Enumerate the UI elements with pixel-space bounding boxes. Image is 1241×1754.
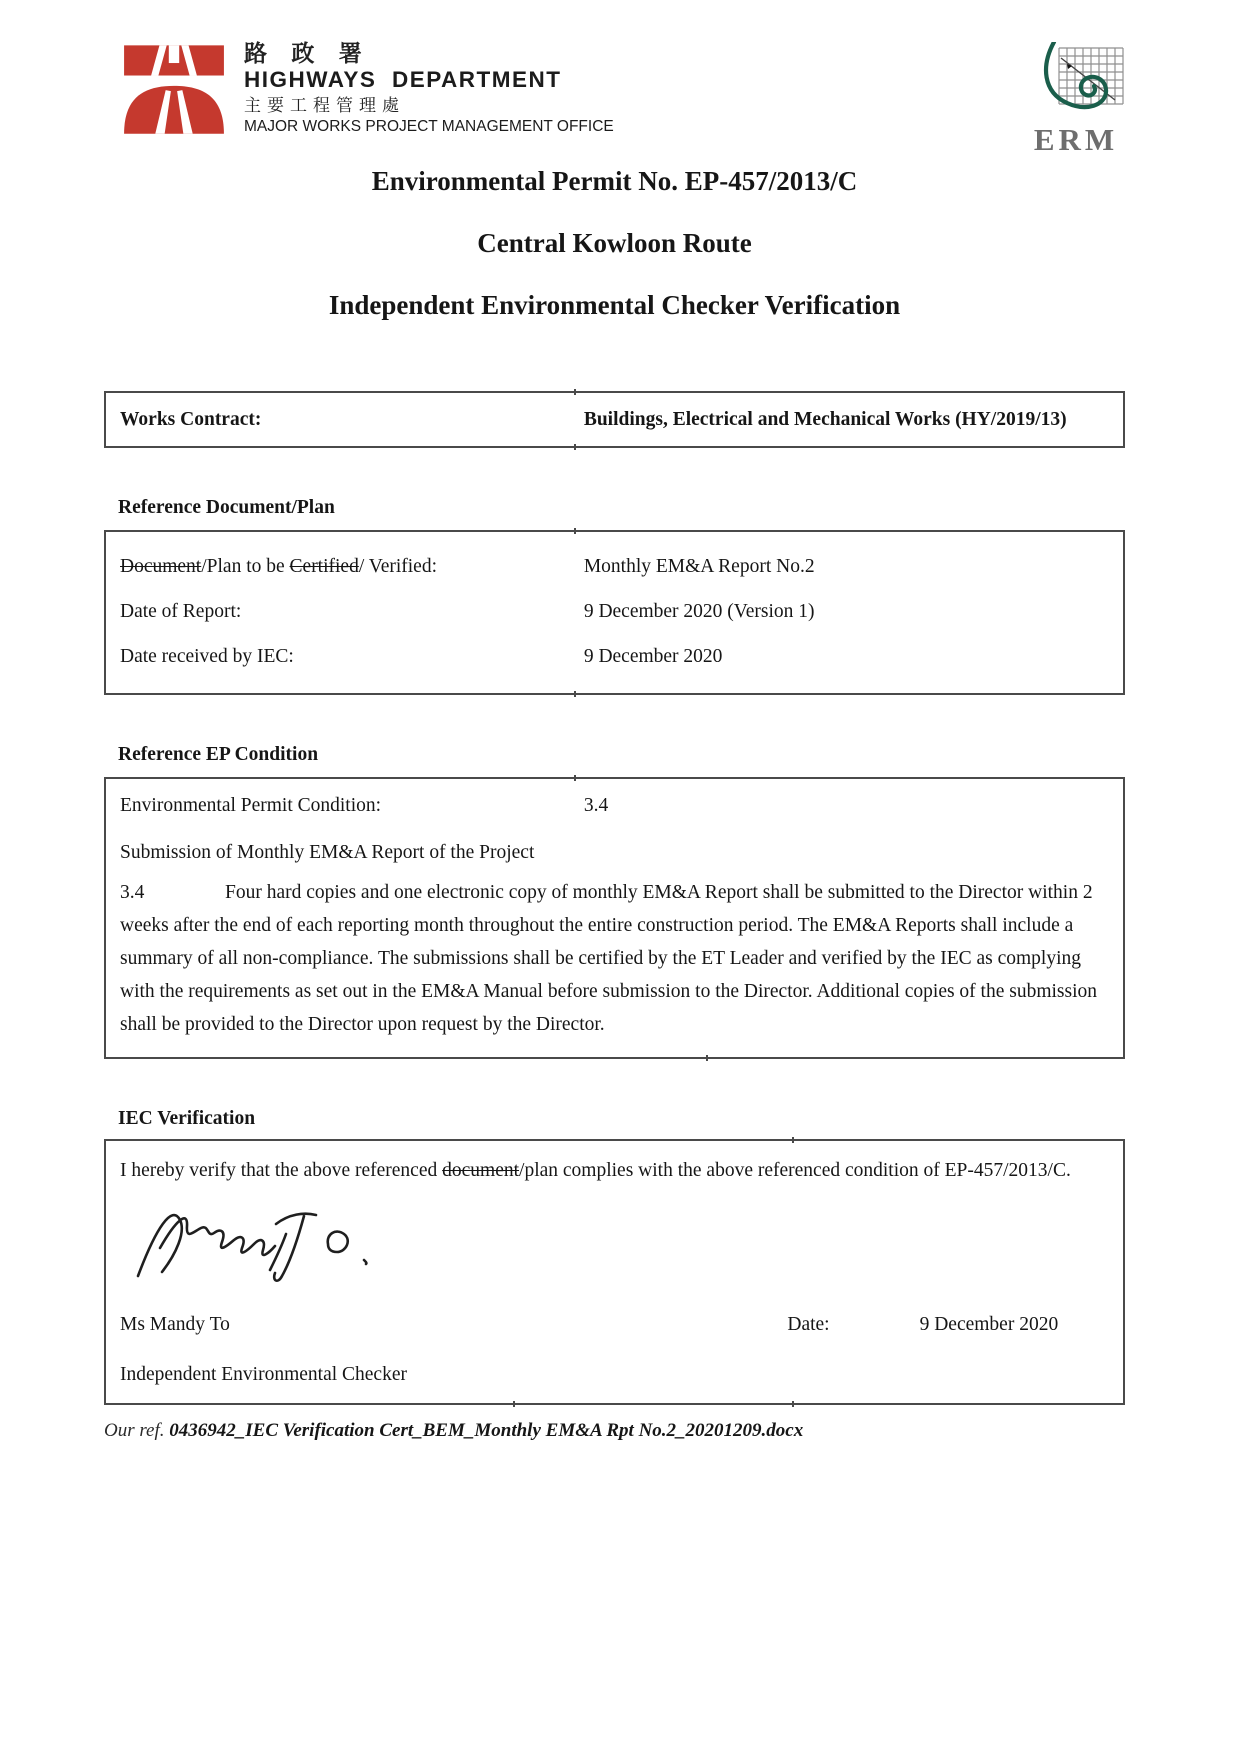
signatory-name: Ms Mandy To xyxy=(120,1314,230,1335)
column-divider-tick xyxy=(574,691,576,697)
document-titles xyxy=(104,0,1125,321)
ep-condition-label: Environmental Permit Condition: xyxy=(120,795,382,816)
signature-image xyxy=(128,1194,1123,1303)
column-divider-tick xyxy=(574,528,576,534)
date-received-row xyxy=(106,635,1123,680)
ep-condition-subject: Submission of Monthly EM&A Report of the Project xyxy=(120,842,535,863)
clause-number: 3.4 xyxy=(120,882,145,903)
hyd-chinese-office: 主要工程管理處 xyxy=(244,95,405,115)
iec-verification-box xyxy=(104,1139,1125,1405)
date-received-label: Date received by IEC: xyxy=(120,646,294,667)
ep-condition-value: 3.4 xyxy=(583,795,609,816)
column-divider-tick xyxy=(792,1137,794,1143)
date-of-report-label: Date of Report: xyxy=(120,601,242,622)
hyd-english-office: MAJOR WORKS PROJECT MANAGEMENT OFFICE xyxy=(244,117,614,135)
column-divider-tick xyxy=(574,775,576,781)
column-divider-tick xyxy=(513,1401,515,1407)
date-label: Date: xyxy=(787,1314,830,1335)
document-plan-row xyxy=(106,545,1123,590)
ep-condition-box xyxy=(104,777,1125,1059)
works-contract-box xyxy=(104,391,1125,448)
ep-condition-clause xyxy=(106,876,1123,1041)
reference-ep-condition-heading: Reference EP Condition xyxy=(118,744,319,765)
reference-document-box xyxy=(104,530,1125,695)
signatory-title: Independent Environmental Checker xyxy=(120,1364,407,1385)
works-contract-value: Buildings, Electrical and Mechanical Works (HY/2019/13) xyxy=(583,409,1067,430)
hyd-english-name: HIGHWAYS DEPARTMENT xyxy=(244,67,562,92)
works-contract-label: Works Contract: xyxy=(120,409,262,430)
document-body xyxy=(104,0,1125,1443)
works-contract-row xyxy=(106,408,1123,431)
column-divider-tick xyxy=(574,389,576,395)
permit-number-title: Environmental Permit No. EP-457/2013/C xyxy=(371,166,858,196)
date-received-value: 9 December 2020 xyxy=(583,646,723,667)
document-plan-value: Monthly EM&A Report No.2 xyxy=(583,556,815,577)
document-type-title: Independent Environmental Checker Verification xyxy=(328,290,901,320)
document-plan-label: Document/Plan to be Certified/ Verified: xyxy=(120,556,438,577)
our-ref-line xyxy=(104,1419,1125,1443)
reference-document-heading: Reference Document/Plan xyxy=(118,497,335,518)
our-ref-filename: 0436942_IEC Verification Cert_BEM_Monthly EM&A Rpt No.2_20201209.docx xyxy=(169,1420,804,1441)
column-divider-tick xyxy=(706,1055,708,1061)
erm-wordmark: ERM xyxy=(1033,122,1119,157)
column-divider-tick xyxy=(574,444,576,450)
hyd-chinese-name: 路 政 署 xyxy=(244,40,371,66)
date-of-report-value: 9 December 2020 (Version 1) xyxy=(583,601,815,622)
our-ref-prefix: Our ref. xyxy=(104,1420,165,1441)
signatory-row xyxy=(106,1313,1123,1339)
project-title: Central Kowloon Route xyxy=(477,228,752,258)
verification-statement: I hereby verify that the above referenced document/plan complies with the above referenced condition of EP-457/2013/C. xyxy=(120,1160,1071,1181)
date-of-report-row xyxy=(106,590,1123,635)
iec-verification-heading: IEC Verification xyxy=(118,1108,256,1129)
column-divider-tick xyxy=(792,1401,794,1407)
date-value: 9 December 2020 xyxy=(919,1314,1059,1335)
clause-text: Four hard copies and one electronic copy of monthly EM&A Report shall be submitted to the Director within 2 weeks after the end of each reporting month throughout the entire construction period. The EM&A Reports shall include a summary of all non-compliance. The submissions shall be certified by the ET Leader and verified by the IEC as complying with the requirements as set out in the EM&A Manual before submission to the Director. Additional copies of the submission shall be provided to the Director upon request by the Director. xyxy=(120,882,1098,1035)
ep-condition-row xyxy=(106,794,1123,817)
